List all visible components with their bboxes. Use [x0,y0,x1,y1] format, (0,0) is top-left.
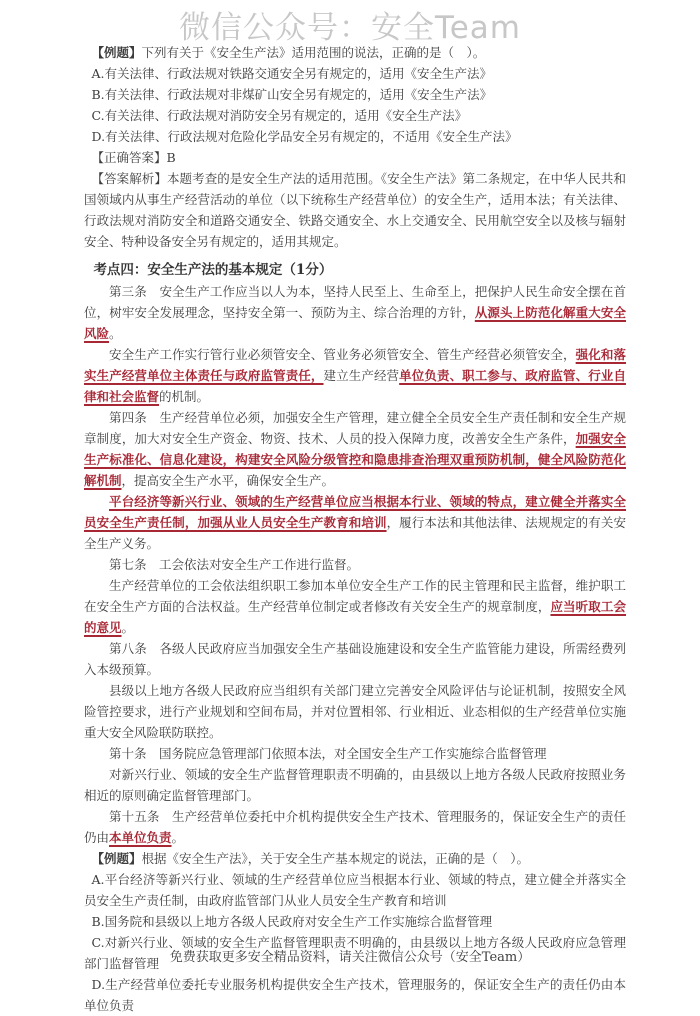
paragraph [84,974,626,1016]
text-segment: 。 [121,620,135,635]
paragraph [84,764,626,806]
text-segment: B.有关法律、行政法规对非煤矿山安全另有规定的，适用《安全生产法》 [91,87,493,102]
text-segment: 对新兴行业、领域的安全生产监督管理职责不明确的，由县级以上地方各级人民政府按照业务相近的原则确定监督管理部门。 [84,767,626,803]
paragraph [84,911,626,932]
paragraph [84,806,626,848]
text-segment: 根据《安全生产法》，关于安全生产基本规定的说法，正确的是（ ）。 [141,851,530,866]
text-segment: 县级以上地方各级人民政府应当组织有关部门建立完善安全风险评估与论证机制，按照安全风险管控要求，进行产业规划和空间布局，并对位置相邻、行业相近、业态相似的生产经营单位实施重大安全风险联防联控。 [84,683,626,740]
paragraph [84,42,626,63]
paragraph [84,869,626,911]
watermark-text: 微信公众号：安全Team [179,10,521,46]
text-segment: 生产经营单位的工会依法组织职工参加本单位安全生产工作的民主管理和民主监督，维护职工在安全生产方面的合法权益。生产经营单位制定或者修改有关安全生产的规章制度， [84,578,626,614]
paragraph [84,491,626,554]
label-bold: 【例题】 [91,45,142,60]
heading-text: 考点四：安全生产法的基本规定（1分） [93,262,333,278]
highlighted-red-text: 应当听取工会的意见 [84,599,626,635]
label-bold: 【例题】 [91,851,142,866]
text-segment: C.有关法律、行政法规对消防安全另有规定的，适用《安全生产法》 [91,108,468,123]
highlighted-red-text: 本单位负责 [109,830,172,845]
paragraph [84,638,626,680]
text-segment: ，履行本法和其他法律、法规规定的有关安全生产义务。 [84,515,626,551]
text-segment: 安全生产工作实行管行业必须管安全、管业务必须管安全、管生产经营必须管安全， [109,347,576,362]
text-segment: C.对新兴行业、领域的安全生产监督管理职责不明确的，由县级以上地方各级人民政府应急管理部门监督管理 [84,935,626,971]
paragraph [84,554,626,575]
footer-note: 免费获取更多安全精品资料，请关注微信公众号（安全Team） [169,950,531,965]
document-body [84,42,626,1016]
paragraph [84,575,626,638]
section-heading [84,260,626,281]
text-segment: 第七条 工会依法对安全生产工作进行监督。 [109,557,360,572]
text-segment: 【答案解析】本题考查的是安全生产法的适用范围。《安全生产法》第二条规定，在中华人民共和国领域内从事生产经营活动的单位（以下统称生产经营单位）的安全生产，适用本法；有关法律、行政法规对消防安全和道路交通安全、铁路交通安全、水上交通安全、民用航空安全以及核与辐射安全、特种设备安全另有规定的，适用其规定。 [84,171,626,249]
paragraph [84,63,626,84]
paragraph [84,168,626,252]
paragraph [84,126,626,147]
text-segment: 第三条 安全生产工作应当以人为本，坚持人民至上、生命至上，把保护人民生命安全摆在首位，树牢安全发展理念，坚持安全第一、预防为主、综合治理的方针， [84,284,626,320]
paragraph [84,147,626,168]
paragraph [84,84,626,105]
paragraph [84,344,626,407]
text-segment: D.有关法律、行政法规对危险化学品安全另有规定的，不适用《安全生产法》 [91,129,518,144]
paragraph [84,281,626,344]
text-segment: B.国务院和县级以上地方各级人民政府对安全生产工作实施综合监督管理 [91,914,493,929]
paragraph [84,407,626,491]
paragraph [84,105,626,126]
text-segment: 。 [171,830,185,845]
text-segment: 的机制。 [159,389,210,404]
text-segment: 第十五条 生产经营单位委托中介机构提供安全生产技术、管理服务的，保证安全生产的责任仍由 [84,809,626,845]
text-segment: 第八条 各级人民政府应当加强安全生产基础设施建设和安全生产监管能力建设，所需经费列入本级预算。 [84,641,626,677]
text-segment: 第四条 生产经营单位必须，加强安全生产管理，建立健全全员安全生产责任制和安全生产规章制度，加大对安全生产资金、物资、技术、人员的投入保障力度，改善安全生产条件， [84,410,626,446]
text-segment: D.生产经营单位委托专业服务机构提供安全生产技术，管理服务的，保证安全生产的责任仍由本单位负责 [84,977,626,1013]
text-segment: 第十条 国务院应急管理部门依照本法，对全国安全生产工作实施综合监督管理 [109,746,547,761]
text-segment: 【正确答案】B [91,150,176,165]
paragraph [84,680,626,743]
text-segment: 下列有关于《安全生产法》适用范围的说法，正确的是（ ）。 [141,45,486,60]
text-segment: ，提高安全生产水平，确保安全生产。 [121,473,335,488]
paragraph [84,848,626,869]
highlighted-red-text: 单位负责、职工参与、政府监管、行业自律和社会监督 [84,368,626,404]
text-segment: A.有关法律、行政法规对铁路交通安全另有规定的，适用《安全生产法》 [91,66,493,81]
highlighted-red-text: 从源头上防范化解重大安全风险 [84,305,626,341]
text-segment: 建立生产经营 [323,368,400,383]
highlighted-red-text: 加强安全生产标准化、信息化建设，构建安全风险分级管控和隐患排查治理双重预防机制，健全风险防范化解机制 [84,431,626,488]
highlighted-red-text: 平台经济等新兴行业、领域的生产经营单位应当根据本行业、领域的特点，建立健全并落实全员安全生产责任制，加强从业人员安全生产教育和培训 [84,494,626,530]
text-segment: 。 [109,326,122,341]
text-segment: A.平台经济等新兴行业、领域的生产经营单位应当根据本行业、领域的特点，建立健全并落实全员安全生产责任制，由政府监管部门从业人员安全生产教育和培训 [84,872,626,908]
paragraph [84,743,626,764]
highlighted-red-text: 强化和落实生产经营单位主体责任与政府监管责任， [84,347,626,383]
